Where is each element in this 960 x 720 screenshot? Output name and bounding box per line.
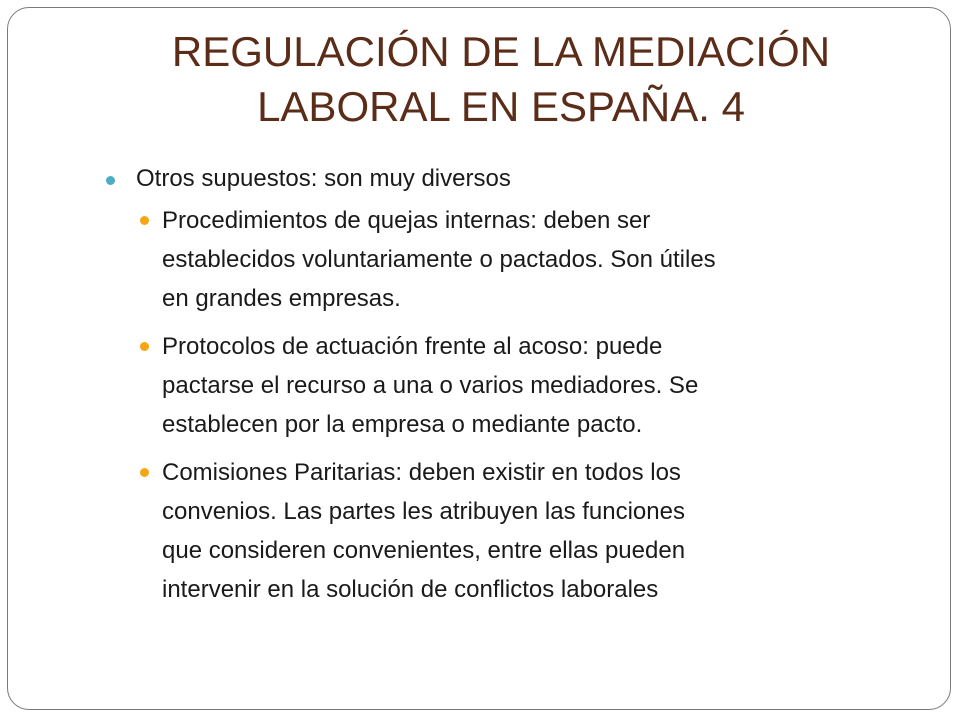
sub-bullet-line: Protocolos de actuación frente al acoso: puede [162, 333, 663, 360]
title-line-2: LABORAL EN ESPAÑA. 4 [257, 83, 745, 130]
slide-content [100, 163, 900, 618]
sub-bullet-line: en grandes empresas. [162, 285, 401, 312]
bullet-dot-icon [140, 216, 149, 225]
sub-bullet-item [136, 327, 852, 444]
slide-title [96, 24, 906, 134]
sub-bullet-item [136, 453, 852, 609]
bullet-dot-icon [140, 468, 149, 477]
sub-bullet-line: que consideren convenientes, entre ellas pueden [162, 537, 686, 564]
sub-bullet-line: Comisiones Paritarias: deben existir en todos los [162, 459, 681, 486]
sub-bullet-line: pactarse el recurso a una o varios mediadores. Se [162, 372, 699, 399]
bullet-dot-icon [106, 176, 115, 185]
sub-bullet-line: convenios. Las partes les atribuyen las funciones [162, 498, 685, 525]
sub-bullet-line: Procedimientos de quejas internas: deben ser [162, 207, 651, 234]
main-bullet-text: Otros supuestos: son muy diversos [136, 165, 511, 192]
title-line-1: REGULACIÓN DE LA MEDIACIÓN [171, 28, 831, 75]
sub-bullet-line: intervenir en la solución de conflictos laborales [162, 576, 659, 603]
sub-bullet-item [136, 201, 852, 318]
sub-bullet-line: establecidos voluntariamente o pactados. Son útiles [162, 246, 716, 273]
bullet-dot-icon [140, 342, 149, 351]
main-bullet-item [100, 163, 900, 195]
sub-bullet-line: establecen por la empresa o mediante pacto. [162, 411, 643, 438]
